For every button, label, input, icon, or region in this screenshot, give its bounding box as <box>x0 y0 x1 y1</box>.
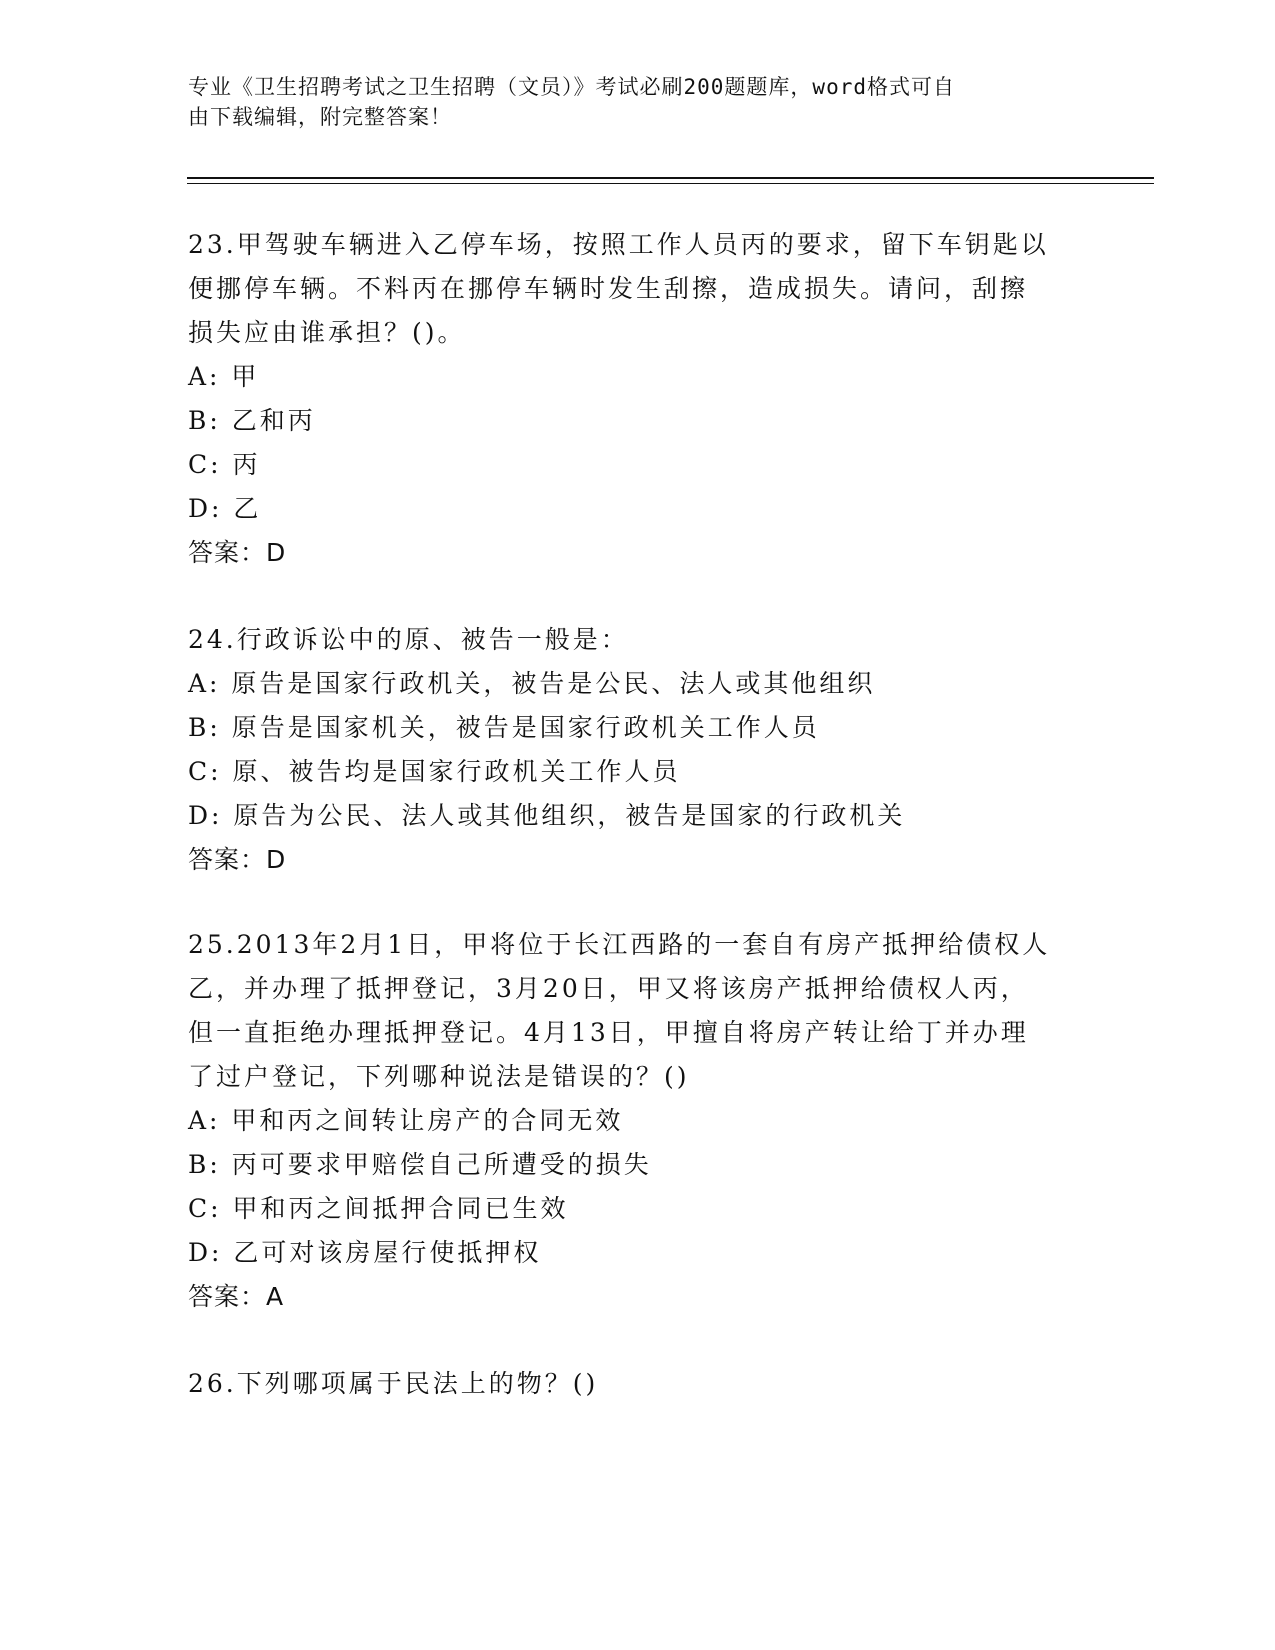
question-23-option-b: B: 乙和丙 <box>188 406 316 435</box>
question-24-option-a: A: 原告是国家行政机关，被告是公民、法人或其他组织 <box>188 669 876 698</box>
question-23-option-c: C: 丙 <box>188 450 261 479</box>
header-divider-thin <box>187 183 1154 184</box>
header-divider-thick <box>187 177 1154 179</box>
question-24-option-b: B: 原告是国家机关，被告是国家行政机关工作人员 <box>188 713 820 742</box>
question-25-option-d: D: 乙可对该房屋行使抵押权 <box>188 1238 542 1267</box>
document-header <box>188 72 1068 132</box>
question-23-stem-line-1: 23.甲驾驶车辆进入乙停车场，按照工作人员丙的要求，留下车钥匙以 <box>188 230 1049 259</box>
question-23-option-d: D: 乙 <box>188 494 262 523</box>
question-23-stem-line-2: 便挪停车辆。不料丙在挪停车辆时发生刮擦，造成损失。请问，刮擦 <box>188 274 1029 303</box>
header-line-2: 由下载编辑，附完整答案！ <box>188 105 452 129</box>
question-24-option-d: D: 原告为公民、法人或其他组织，被告是国家的行政机关 <box>188 801 906 830</box>
question-24-option-c: C: 原、被告均是国家行政机关工作人员 <box>188 757 681 786</box>
question-25-option-b: B: 丙可要求甲赔偿自己所遭受的损失 <box>188 1150 652 1179</box>
header-line-1: 专业《卫生招聘考试之卫生招聘（文员）》考试必刷200题题库，word格式可自 <box>188 75 955 99</box>
question-25-stem-line-1: 25.2013年2月1日，甲将位于长江西路的一套自有房产抵押给债权人 <box>188 930 1051 959</box>
question-26-stem-line-1: 26.下列哪项属于民法上的物？() <box>188 1369 599 1398</box>
question-25-option-a: A: 甲和丙之间转让房产的合同无效 <box>188 1106 624 1135</box>
question-23-answer: 答案：D <box>188 538 287 567</box>
question-24-stem-line-1: 24.行政诉讼中的原、被告一般是： <box>188 625 629 654</box>
question-25-stem-line-2: 乙，并办理了抵押登记，3月20日，甲又将该房产抵押给债权人丙， <box>188 974 1029 1003</box>
question-25-stem-line-3: 但一直拒绝办理抵押登记。4月13日，甲擅自将房产转让给丁并办理 <box>188 1018 1029 1047</box>
question-24-answer: 答案：D <box>188 845 287 874</box>
question-23-option-a: A: 甲 <box>188 362 260 391</box>
question-25-option-c: C: 甲和丙之间抵押合同已生效 <box>188 1194 569 1223</box>
question-25-stem-line-4: 了过户登记，下列哪种说法是错误的？() <box>188 1062 690 1091</box>
question-25-answer: 答案：A <box>188 1282 285 1311</box>
question-23-stem-line-3: 损失应由谁承担？()。 <box>188 318 466 347</box>
